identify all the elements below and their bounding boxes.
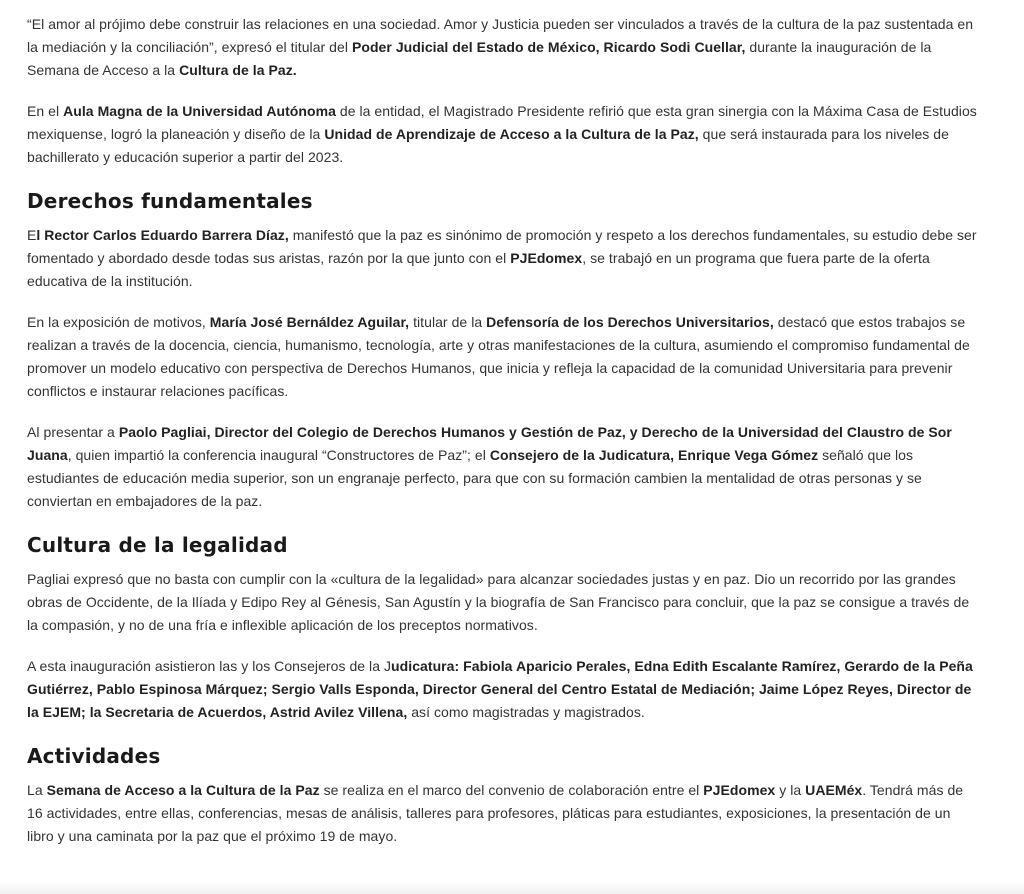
- paragraph-exposicion-motivos: En la exposición de motivos, María José Bernáldez Aguilar, titular de la Defensoría de los Derechos Universitarios, destacó que estos trabajos se realizan a través de la docencia, ciencia, humanismo, tecnología, arte y otras manifestaciones de la cultura, asumiendo el compromiso fundamental de promover un modelo educativo con perspectiva de Derechos Humanos, que inicia y refleja la capacidad de la comunidad Universitaria para prevenir conflictos e instaurar relaciones pacíficas.: [27, 314, 970, 399]
- heading-derechos-fundamentales: Derechos fundamentales: [27, 189, 313, 213]
- article-body: [27, 13, 977, 866]
- paragraph-asistentes: A esta inauguración asistieron las y los Consejeros de la Judicatura: Fabiola Aparicio Perales, Edna Edith Escalante Ramírez, Gerardo de la Peña Gutiérrez, Pablo Espinosa Márquez; Sergio Valls Esponda, Director General del Centro Estatal de Mediación; Jaime López Reyes, Director de la EJEM; la Secretaria de Acuerdos, Astrid Avilez Villena, así como magistradas y magistrados.: [27, 658, 973, 720]
- bottom-edge-shadow: [0, 880, 1024, 894]
- paragraph-conferencia-inaugural: Al presentar a Paolo Pagliai, Director del Colegio de Derechos Humanos y Gestión de Paz, y Derecho de la Universidad del Claustro de Sor Juana, quien impartió la conferencia inaugural “Constructores de Paz”; el Consejero de la Judicatura, Enrique Vega Gómez señaló que los estudiantes de educación media superior, son un engranaje perfecto, para que con su formación cambien la mentalidad de otras personas y se conviertan en embajadores de la paz.: [27, 424, 952, 509]
- paragraph-pagliai: Pagliai expresó que no basta con cumplir con la «cultura de la legalidad» para alcanzar sociedades justas y en paz. Dio un recorrido por las grandes obras de Occidente, de la Ilíada y Edipo Rey al Génesis, San Agustín y la biografía de San Francisco para concluir, que la paz se consigue a través de la compasión, y no de una fría e inflexible aplicación de los preceptos normativos.: [27, 571, 970, 633]
- heading-actividades: Actividades: [27, 744, 161, 768]
- paragraph-aula-magna: En el Aula Magna de la Universidad Autónoma de la entidad, el Magistrado Presidente refirió que esta gran sinergia con la Máxima Casa de Estudios mexiquense, logró la planeación y diseño de la Unidad de Aprendizaje de Acceso a la Cultura de la Paz, que será instaurada para los niveles de bachillerato y educación superior a partir del 2023.: [27, 103, 977, 165]
- paragraph-rector: El Rector Carlos Eduardo Barrera Díaz, manifestó que la paz es sinónimo de promoción y respeto a los derechos fundamentales, su estudio debe ser fomentado y abordado desde todas sus aristas, razón por la que junto con el PJEdomex, se trabajó en un programa que fuera parte de la oferta educativa de la institución.: [27, 227, 977, 289]
- paragraph-intro-quote: “El amor al prójimo debe construir las relaciones en una sociedad. Amor y Justicia pueden ser vinculados a través de la cultura de la paz sustentada en la mediación y la conciliación”, expresó el titular del Poder Judicial del Estado de México, Ricardo Sodi Cuellar, durante la inauguración de la Semana de Acceso a la Cultura de la Paz.: [27, 16, 974, 78]
- paragraph-actividades: La Semana de Acceso a la Cultura de la Paz se realiza en el marco del convenio de colaboración entre el PJEdomex y la UAEMéx. Tendrá más de 16 actividades, entre ellas, conferencias, mesas de análisis, talleres para profesores, pláticas para estudiantes, exposiciones, la presentación de un libro y una caminata por la paz que el próximo 19 de mayo.: [27, 782, 964, 844]
- heading-cultura-legalidad: Cultura de la legalidad: [27, 533, 288, 557]
